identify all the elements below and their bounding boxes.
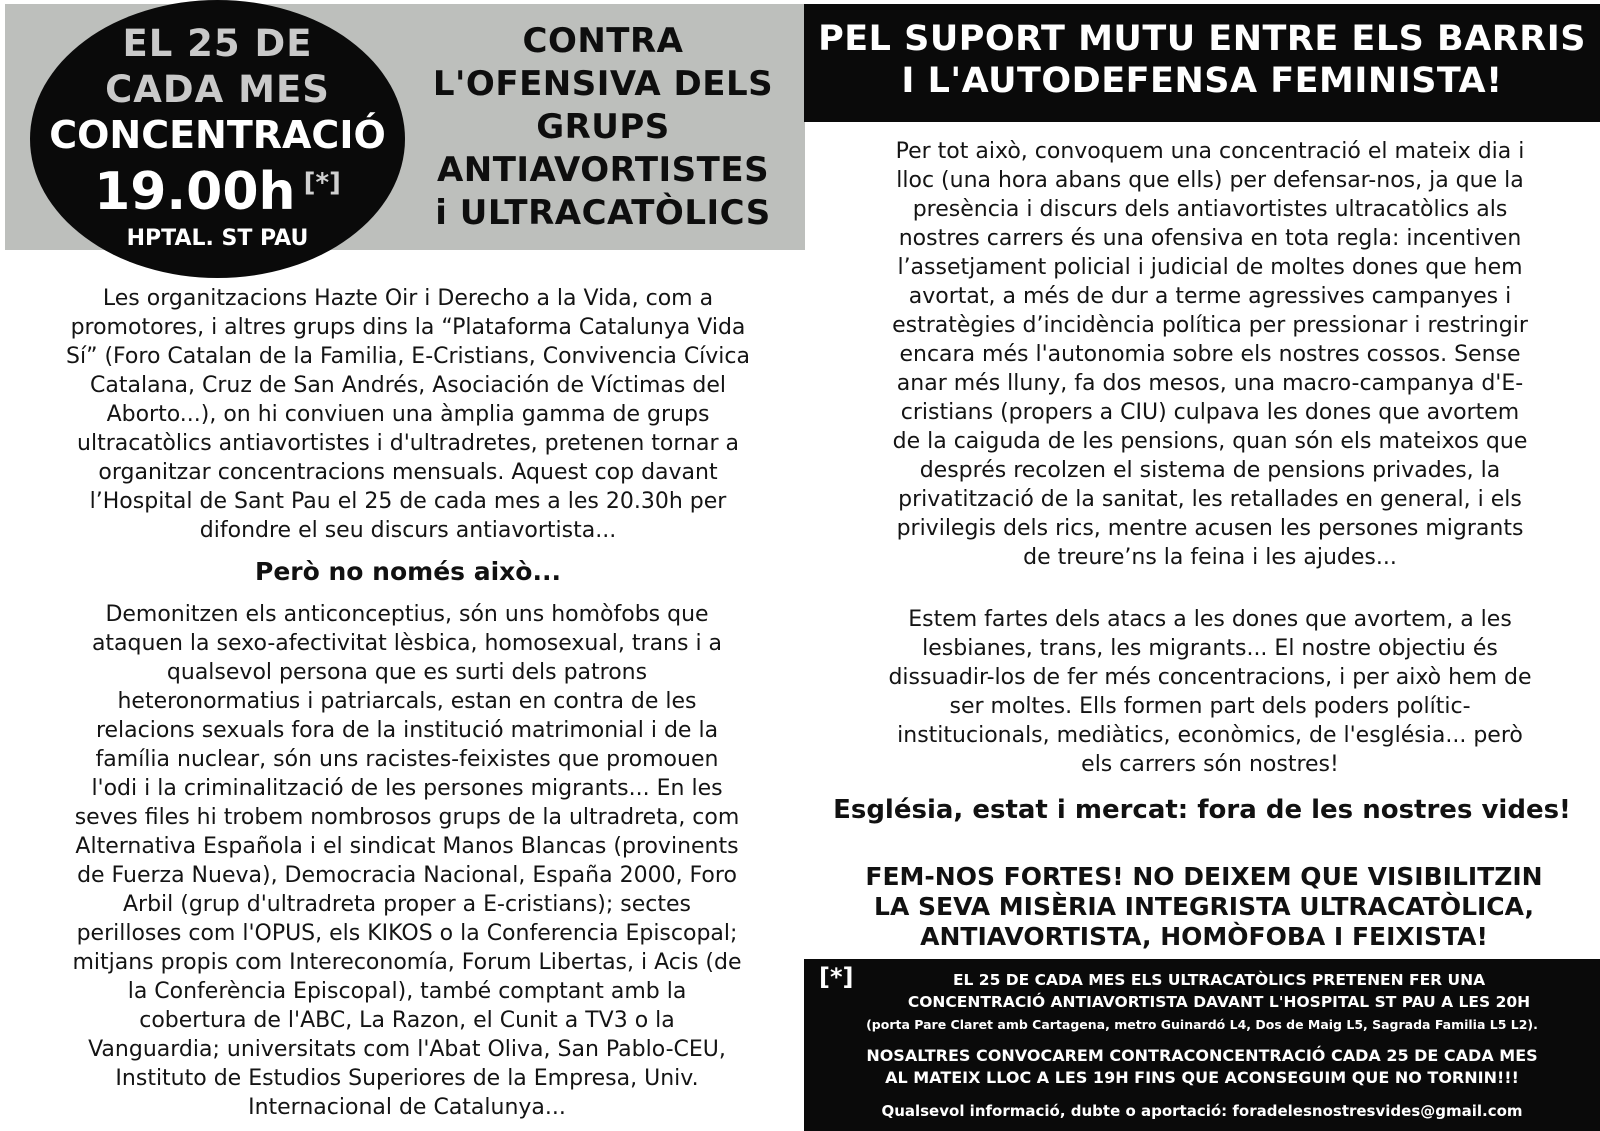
- text-line: Arbil (grup d'ultradreta proper a E-cristians); sectes: [122, 892, 692, 917]
- text-line: difondre el seu discurs antiavortista...: [199, 518, 617, 543]
- text-line: ultracatòlics antiavortistes i d'ultradretes, pretenen tornar a: [77, 431, 739, 456]
- footer-note-line: CONCENTRACIÓ ANTIAVORTISTA DAVANT L'HOSPITAL ST PAU A LES 20H: [907, 993, 1531, 1011]
- text-line: de treure’ns la feina i les ajudes...: [1023, 545, 1397, 570]
- text-line: relacions sexuals fora de la institució matrimonial i de la: [95, 718, 719, 743]
- headline-left-line: L'OFENSIVA DELS: [432, 64, 774, 104]
- text-line: cristians (propers a CIU) culpava les dones que avortem: [900, 400, 1520, 425]
- text-line: ser moltes. Ells formen part dels poders polític-: [949, 694, 1471, 719]
- text-line: anar més lluny, fa dos mesos, una macro-campanya d'E-: [896, 371, 1524, 396]
- headline-left-line: CONTRA: [522, 21, 684, 61]
- text-line: encara més l'autonomia sobre els nostres cossos. Sense: [899, 342, 1521, 367]
- text-line: Demonitzen els anticonceptius, són uns homòfobs que: [105, 602, 709, 627]
- headline-left-line: GRUPS: [536, 107, 670, 147]
- headline-right-line: PEL SUPORT MUTU ENTRE ELS BARRIS: [818, 19, 1586, 59]
- text-line: presència i discurs dels antiavortistes ultracatòlics als: [912, 197, 1508, 222]
- badge-line-3: CONCENTRACIÓ: [49, 113, 386, 157]
- text-line: la Conferència Episcopal), també comptant amb la: [127, 979, 687, 1004]
- footer-location: (porta Pare Claret amb Cartagena, metro Guinardó L4, Dos de Maig L5, Sagrada Familia L5 L2).: [866, 1017, 1538, 1032]
- right-paragraph-2: [840, 605, 1580, 779]
- text-line: nostres carrers és una ofensiva en tota regla: incentiven: [898, 226, 1522, 251]
- text-line: Sí” (Foro Catalan de la Familia, E-Cristians, Convivencia Cívica: [66, 344, 750, 369]
- footer-call-line: NOSALTRES CONVOCAREM CONTRACONCENTRACIÓ CADA 25 DE CADA MES: [866, 1046, 1538, 1065]
- text-line: l’Hospital de Sant Pau el 25 de cada mes a les 20.30h per: [89, 489, 727, 514]
- text-line: estratègies d’incidència política per pressionar i restringir: [892, 313, 1528, 338]
- text-line: heteronormatius i patriarcals, estan en contra de les: [117, 689, 697, 714]
- headline-right-line: I L'AUTODEFENSA FEMINISTA!: [901, 61, 1503, 101]
- slogan-line: LA SEVA MISÈRIA INTEGRISTA ULTRACATÒLICA,: [874, 892, 1534, 921]
- left-subheading: Però no només això...: [255, 557, 561, 586]
- badge-time: [30, 162, 405, 222]
- footer-note-line: EL 25 DE CADA MES ELS ULTRACATÒLICS PRETENEN FER UNA: [952, 971, 1486, 989]
- date-badge: [30, 0, 405, 278]
- text-line: privatització de la sanitat, les retallades en general, i els: [898, 487, 1522, 512]
- slogan-call-to-action: [814, 862, 1594, 952]
- headline-right: [804, 18, 1600, 102]
- slogan-church-state-market: Església, estat i mercat: fora de les nostres vides!: [833, 795, 1571, 825]
- right-paragraph-1: [845, 137, 1575, 572]
- badge-place: HPTAL. ST PAU: [126, 226, 309, 251]
- text-line: Internacional de Catalunya...: [248, 1095, 566, 1120]
- text-line: institucionals, mediàtics, econòmics, de l'església... però: [897, 723, 1523, 748]
- text-line: ataquen la sexo-afectivitat lèsbica, homosexual, trans i a: [91, 631, 723, 656]
- text-line: promotores, i altres grups dins la “Plataforma Catalunya Vida: [70, 315, 746, 340]
- slogan-line: FEM-NOS FORTES! NO DEIXEM QUE VISIBILITZIN: [865, 862, 1543, 891]
- footer-call-line: AL MATEIX LLOC A LES 19H FINS QUE ACONSEGUIM QUE NO TORNIN!!!: [885, 1068, 1519, 1087]
- footer-note: [849, 969, 1589, 1013]
- badge-line-2: CADA MES: [105, 68, 330, 111]
- text-line: organitzar concentracions mensuals. Aquest cop davant: [98, 460, 718, 485]
- text-line: privilegis dels rics, mentre acusen les persones migrants: [896, 516, 1524, 541]
- text-line: qualsevol persona que es surti dels patrons: [166, 660, 648, 685]
- text-line: família nuclear, són uns racistes-feixistes que promouen: [95, 747, 719, 772]
- text-line: Les organitzacions Hazte Oir i Derecho a la Vida, com a: [102, 286, 714, 311]
- footer-contact: Qualsevol informació, dubte o aportació: foradelesnostresvides@gmail.com: [881, 1102, 1523, 1120]
- left-paragraph-2: [14, 600, 800, 1122]
- text-line: Aborto...), on hi conviuen una àmplia gamma de grups: [106, 402, 710, 427]
- badge-time-text: 19.00h: [94, 162, 296, 222]
- left-paragraph-1: [18, 284, 798, 545]
- footer-box: [804, 959, 1600, 1131]
- text-line: perilloses com l'OPUS, els KIKOS o la Conferencia Episcopal;: [76, 921, 738, 946]
- text-line: l’assetjament policial i judicial de moltes dones que hem: [897, 255, 1523, 280]
- text-line: els carrers són nostres!: [1081, 752, 1339, 777]
- text-line: lesbianes, trans, les migrants... El nostre objectiu és: [922, 636, 1498, 661]
- text-line: dissuadir-los de fer més concentracions, i per això hem de: [888, 665, 1532, 690]
- text-line: l'odi i la criminalització de les persones migrants... En les: [91, 776, 723, 801]
- text-line: seves files hi trobem nombrosos grups de la ultradreta, com: [74, 805, 740, 830]
- badge-marker: [*]: [303, 168, 341, 198]
- headline-left: [408, 20, 798, 235]
- text-line: Per tot això, convoquem una concentració el mateix dia i: [895, 139, 1525, 164]
- text-line: mitjans propis com Intereconomía, Forum Libertas, i Acis (de: [72, 950, 742, 975]
- text-line: avortat, a més de dur a terme agressives campanyes i: [908, 284, 1512, 309]
- text-line: lloc (una hora abans que ells) per defensar-nos, ja que la: [896, 168, 1524, 193]
- footer-marker: [*]: [819, 963, 854, 991]
- text-line: de Fuerza Nueva), Democracia Nacional, España 2000, Foro: [77, 863, 737, 888]
- headline-left-line: ANTIAVORTISTES: [436, 150, 770, 190]
- text-line: cobertura de l'ABC, La Razon, el Cunit a TV3 o la: [139, 1008, 675, 1033]
- headline-left-line: i ULTRACATÒLICS: [435, 193, 771, 233]
- text-line: de la caiguda de les pensions, quan són els mateixos que: [892, 429, 1528, 454]
- footer-call: [804, 1045, 1600, 1089]
- text-line: Vanguardia; universitats com l'Abat Oliva, San Pablo-CEU,: [88, 1037, 726, 1062]
- text-line: Estem fartes dels atacs a les dones que avortem, a les: [908, 607, 1512, 632]
- text-line: Instituto de Estudios Superiores de la Empresa, Univ.: [115, 1066, 699, 1091]
- badge-line-1: EL 25 DE: [122, 22, 313, 65]
- slogan-line: ANTIAVORTISTA, HOMÒFOBA I FEIXISTA!: [920, 922, 1488, 951]
- text-line: Alternativa Española i el sindicat Manos Blancas (provinents: [75, 834, 739, 859]
- text-line: Catalana, Cruz de San Andrés, Asociación de Víctimas del: [90, 373, 726, 398]
- text-line: després recolzen el sistema de pensions privades, la: [919, 458, 1501, 483]
